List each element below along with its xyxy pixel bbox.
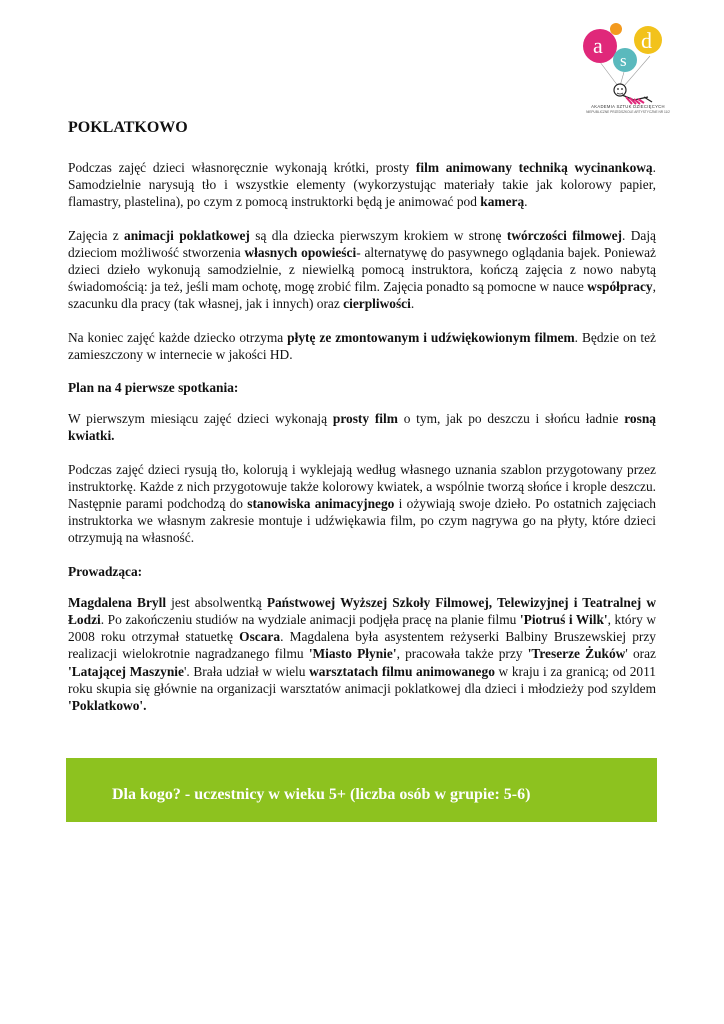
paragraph-bio: Magdalena Bryll jest absolwentką Państwowej Wyższej Szkoły Filmowej, Telewizyjnej i Teatralnej w Łodzi. Po zakończeniu studiów na wydziale animacji podjęła pracę na planie filmu 'Piotruś i Wilk', który w 2008 roku otrzymał statuetkę Oscara. Magdalena była asystentem reżyserki Balbiny Bruszewskiej przy realizacji wielokrotnie nagradzanego filmu 'Miasto Płynie', pracowała także przy 'Treserze Żuków' oraz 'Latającej Maszynie'. Brała udział w wielu warsztatach filmu animowanego w kraju i za granicą; od 2011 roku skupia się głównie na organizacji warsztatów animacji poklatkowej dla dzieci i młodzieży pod szyldem 'Poklatkowo'. xyxy=(68,594,657,714)
logo-letter-s: s xyxy=(620,51,627,70)
audience-banner xyxy=(66,758,657,822)
child-figure-icon xyxy=(614,84,652,104)
logo-subcaption: NIEPUBLICZNE PRZEDSZKOLE ARTYSTYCZNE NR 11/2 xyxy=(586,110,670,114)
plan-heading: Plan na 4 pierwsze spotkania: xyxy=(68,380,239,396)
paragraph-process: Podczas zajęć dzieci rysują tło, kolorują i wyklejają według własnego uznania szablon przygotowany przez instruktorkę. Każde z nich przygotowuje także kolorowy kwiatek, a wspólnie tworzą słońce i krople deszczu. Następnie parami podchodzą do stanowiska animacyjnego i ożywiają swoje dzieło. Po ostatnich zajęciach instruktorka we własnym zakresie montuje i udźwiękawia film, po czym nagrywa go na płyty, które dzieci otrzymują na własność. xyxy=(68,461,657,546)
logo-letter-a: a xyxy=(593,33,603,58)
page-title: POKLATKOWO xyxy=(68,119,188,136)
paragraph-result: Na koniec zajęć każde dziecko otrzyma płytę ze zmontowanym i udźwiękowionym filmem. Będzie on też zamieszczony w internecie w jakości HD. xyxy=(68,329,656,362)
logo-letter-d: d xyxy=(641,28,652,53)
paragraph-benefits: Zajęcia z animacji poklatkowej są dla dziecka pierwszym krokiem w stronę twórczości filmowej. Dają dzieciom możliwość stworzenia własnych opowieści- alternatywę do pasywnego oglądania bajek. Ponieważ dzieci dzieło wykonują samodzielnie, z niewielką pomocą instruktora, kończą zajęcia z nowo nabytą świadomością: ja też, jeśli mam ochotę, mogę zrobić film. Zajęcia ponadto są pomocne w nauce współpracy, szacunku dla pracy (tak własnej, jak i innych) oraz cierpliwości. xyxy=(68,227,656,312)
logo-caption: AKADEMIA SZTUK DZIECIĘCYCH xyxy=(591,104,665,109)
paragraph-intro: Podczas zajęć dzieci własnoręcznie wykonają krótki, prosty film animowany techniką wycinankową. Samodzielnie narysują tło i wszystkie elementy (wykorzystując materiały takie jak kolorowy papier, flamastry, plastelina), po czym z pomocą instruktorki będą je animować pod kamerą. xyxy=(68,160,656,210)
lead-heading: Prowadząca: xyxy=(68,563,143,579)
document-body xyxy=(68,118,656,730)
paragraph-plan: W pierwszym miesiącu zajęć dzieci wykonają prosty film o tym, jak po deszczu i słońcu ładnie rosną kwiatki. xyxy=(68,411,656,444)
orange-balloon-dot xyxy=(610,23,622,35)
audience-banner-text: Dla kogo? - uczestnicy w wieku 5+ (liczba osób w grupie: 5-6) xyxy=(112,786,531,803)
